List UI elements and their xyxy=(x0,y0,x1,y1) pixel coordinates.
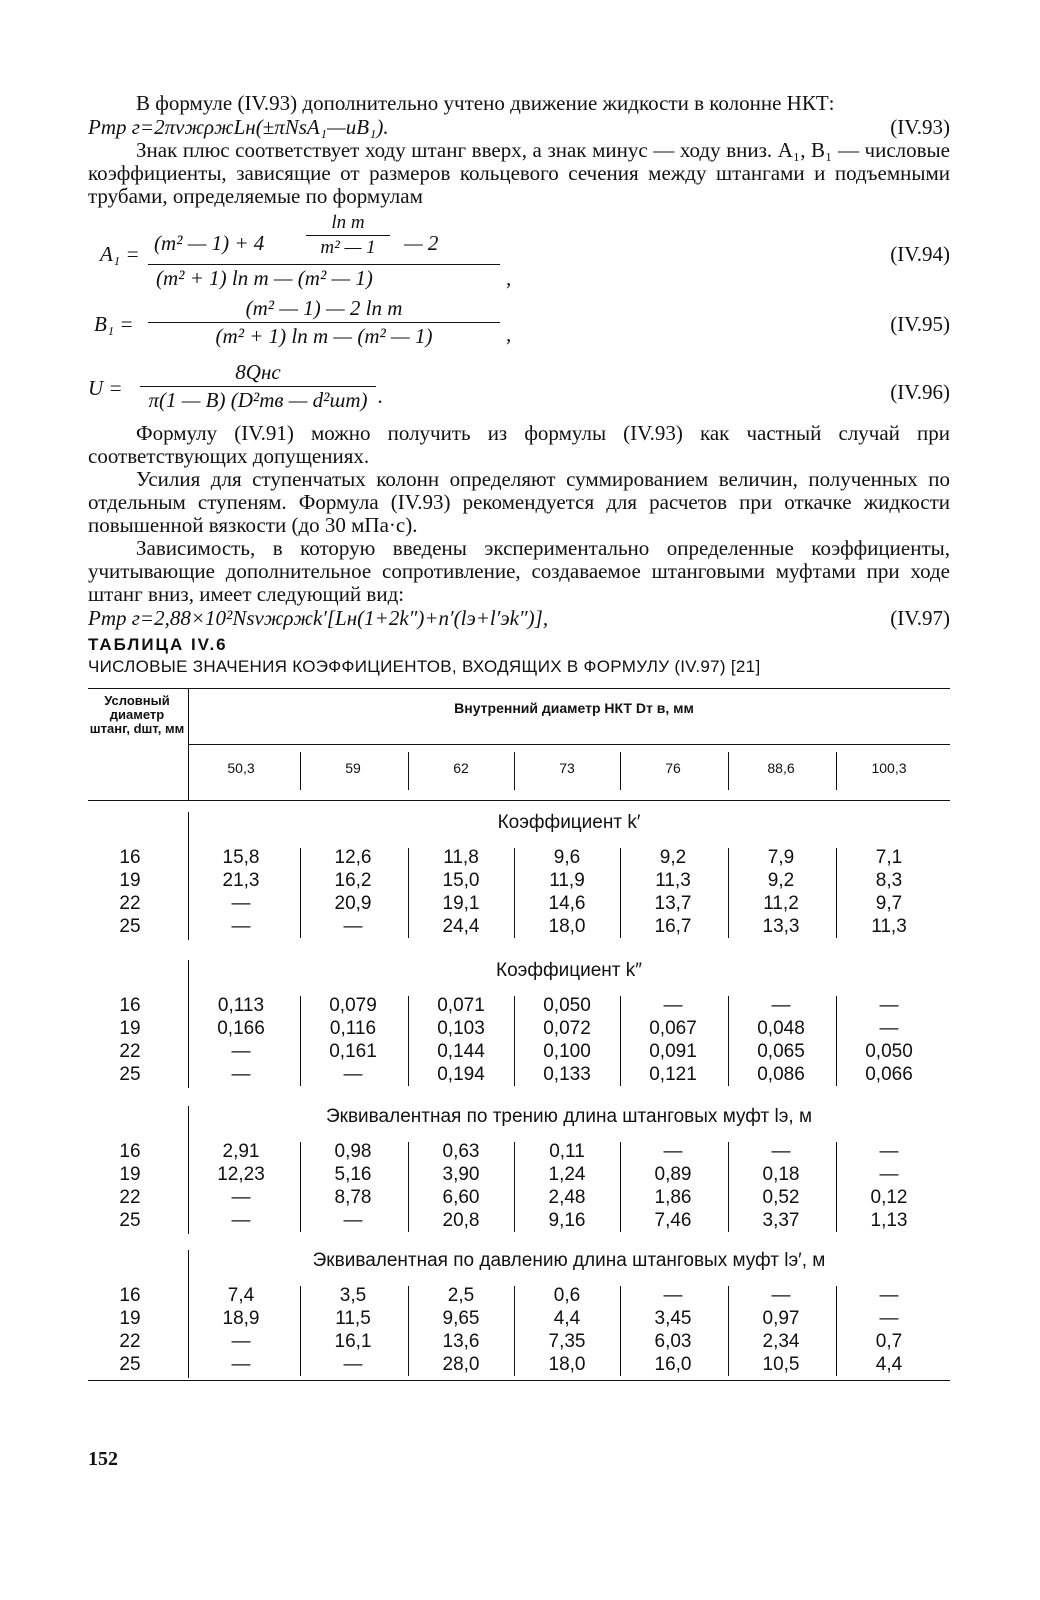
table-cell: 28,0 xyxy=(442,1354,480,1375)
table-column-divider xyxy=(514,848,515,938)
formula-iv96-number: (IV.96) xyxy=(890,380,950,404)
table-column-divider xyxy=(836,1286,837,1376)
table-cell: 18,9 xyxy=(222,1308,260,1329)
table-cell: — xyxy=(343,916,363,937)
table-cell: 2,91 xyxy=(222,1141,260,1162)
table-cell: — xyxy=(663,995,683,1016)
table-cell: 0,161 xyxy=(329,1041,377,1062)
table-cell: 6,60 xyxy=(442,1187,480,1208)
table-cell: — xyxy=(879,1285,899,1306)
table-cell: — xyxy=(231,916,251,937)
table-cell: 8,78 xyxy=(334,1187,372,1208)
table-cell: 6,03 xyxy=(654,1331,692,1352)
table-cell: — xyxy=(231,1064,251,1085)
table-cell: 11,3 xyxy=(871,916,907,937)
table-cell: 9,6 xyxy=(553,847,581,868)
table-cell: 1,86 xyxy=(654,1187,692,1208)
dependence-paragraph: Зависимость, в которую введены экспериментально определенные коэффициенты, учитывающие дополнительное сопротивление, создаваемое штанговыми муфтами при ходе штанг вниз, имеет следующий вид: xyxy=(88,536,950,606)
table-cell: 0,067 xyxy=(649,1018,697,1039)
page-number: 152 xyxy=(88,1448,118,1470)
table-column-divider xyxy=(408,1142,409,1232)
table-cell: 19,1 xyxy=(442,893,480,914)
table-cell: 2,48 xyxy=(548,1187,586,1208)
table-cell: 16,1 xyxy=(334,1331,372,1352)
table-section-title: Эквивалентная по давлению длина штанговых муфт lэ′, м xyxy=(312,1250,826,1271)
table-value-column xyxy=(300,1140,406,1232)
table-left-header: Условный диаметр штанг, dшт, мм xyxy=(89,693,185,736)
table-cell: — xyxy=(343,1064,363,1085)
table-diameter-column xyxy=(88,994,172,1086)
table-cell: 0,066 xyxy=(865,1064,913,1085)
table-value-column xyxy=(188,994,294,1086)
table-cell: 21,3 xyxy=(222,870,260,891)
table-cell: 0,113 xyxy=(217,995,265,1016)
table-cell: 16,2 xyxy=(334,870,372,891)
formula-iv94-inner-top: ln m xyxy=(306,212,390,236)
table-diameter-value: 22 xyxy=(119,1187,141,1208)
table-cell: — xyxy=(771,1285,791,1306)
table-value-column xyxy=(408,994,514,1086)
table-column-divider xyxy=(728,1286,729,1376)
formula-iv95 xyxy=(88,296,950,350)
table-main-header: Внутренний диаметр НКТ Dт в, мм xyxy=(454,700,694,716)
table-bottom-rule xyxy=(88,1380,950,1381)
table-cell: 0,116 xyxy=(329,1018,377,1039)
table-title: ЧИСЛОВЫЕ ЗНАЧЕНИЯ КОЭФФИЦИЕНТОВ, ВХОДЯЩИХ В ФОРМУЛУ (IV.97) [21] xyxy=(88,657,761,676)
table-value-column xyxy=(836,846,942,938)
table-column-divider xyxy=(620,848,621,938)
table-value-column xyxy=(514,846,620,938)
table-column-divider xyxy=(408,1286,409,1376)
table-column-divider xyxy=(300,1286,301,1376)
table-column-divider xyxy=(836,996,837,1086)
table-value-column xyxy=(728,846,834,938)
table-cell: 0,065 xyxy=(757,1041,805,1062)
table-cell: 0,079 xyxy=(329,995,377,1016)
table-cell: 18,0 xyxy=(548,1354,586,1375)
formula-iv94-number: (IV.94) xyxy=(890,242,950,266)
table-column-header: 59 xyxy=(345,760,361,776)
table-diameter-column xyxy=(88,1284,172,1376)
table-cell: — xyxy=(231,1187,251,1208)
table-diameter-value: 19 xyxy=(119,1018,141,1039)
formula-iv94-denominator: (m² + 1) ln m — (m² — 1) xyxy=(156,266,373,290)
table-cell: 11,9 xyxy=(549,870,585,891)
formula-iv93-number: (IV.93) xyxy=(890,115,950,139)
table-value-column xyxy=(408,846,514,938)
table-cell: 0,12 xyxy=(870,1187,908,1208)
table-column-divider xyxy=(300,996,301,1086)
formula-iv95-top: (m² — 1) — 2 ln m xyxy=(148,296,500,323)
table-cell: 18,0 xyxy=(548,916,586,937)
table-diameter-value: 22 xyxy=(119,893,141,914)
table-cell: 0,18 xyxy=(762,1164,800,1185)
table-row-divider xyxy=(188,1250,189,1378)
table-cell: 0,11 xyxy=(549,1141,585,1162)
table-value-column xyxy=(300,1284,406,1376)
table-column-header: 73 xyxy=(559,760,575,776)
table-cell: 3,45 xyxy=(654,1308,692,1329)
table-value-column xyxy=(408,1284,514,1376)
table-value-column xyxy=(836,994,942,1086)
table-column-divider xyxy=(514,1142,515,1232)
table-cell: 0,121 xyxy=(649,1064,697,1085)
table-cell: 7,1 xyxy=(875,847,903,868)
table-label: ТАБЛИЦА IV.6 xyxy=(88,635,228,654)
table-cell: — xyxy=(231,1354,251,1375)
formula-iv97-number: (IV.97) xyxy=(890,606,950,630)
table-cell: 0,63 xyxy=(442,1141,480,1162)
table-cell: 4,4 xyxy=(553,1308,581,1329)
table-cell: 10,5 xyxy=(762,1354,800,1375)
table-row-divider xyxy=(188,1106,189,1234)
formula-iv96-top: 8Qнс xyxy=(140,360,376,387)
table-cell: 11,8 xyxy=(443,847,479,868)
table-column-divider xyxy=(408,848,409,938)
table-column-divider xyxy=(728,752,729,790)
table-column-divider xyxy=(620,752,621,790)
table-diameter-value: 16 xyxy=(119,1141,141,1162)
table-header-bottom-rule xyxy=(88,800,950,801)
table-cell: 0,050 xyxy=(543,995,591,1016)
table-value-column xyxy=(188,1284,294,1376)
table-cell: 11,3 xyxy=(655,870,691,891)
table-value-column xyxy=(514,1140,620,1232)
table-row-divider xyxy=(188,812,189,940)
table-diameter-value: 19 xyxy=(119,1164,141,1185)
formula-iv96 xyxy=(88,354,950,416)
table-cell: 12,23 xyxy=(217,1164,265,1185)
formula-iv96-fraction xyxy=(140,360,376,413)
table-cell: 9,2 xyxy=(659,847,687,868)
table-cell: 9,65 xyxy=(442,1308,480,1329)
table-cell: — xyxy=(231,1331,251,1352)
table-cell: 9,2 xyxy=(767,870,795,891)
formula-iv95-fraction xyxy=(148,296,500,349)
table-column-divider xyxy=(836,1142,837,1232)
table-cell: — xyxy=(879,1018,899,1039)
table-cell: 0,89 xyxy=(654,1164,692,1185)
table-cell: 11,2 xyxy=(763,893,799,914)
table-column-divider xyxy=(728,996,729,1086)
formula-iv95-lhs: B₁ = xyxy=(94,312,134,336)
table-value-column xyxy=(728,1140,834,1232)
table-section-title: Коэффициент k″ xyxy=(496,960,642,981)
table-column-divider xyxy=(620,1286,621,1376)
table-cell: 15,8 xyxy=(222,847,260,868)
table-cell: — xyxy=(663,1141,683,1162)
table-diameter-value: 19 xyxy=(119,870,141,891)
table-top-rule xyxy=(88,688,950,689)
table-cell: 13,7 xyxy=(654,893,692,914)
table-cell: 20,9 xyxy=(334,893,372,914)
table-cell: 7,9 xyxy=(767,847,795,868)
formula-iv96-tail: . xyxy=(378,384,384,408)
table-header-mid-rule xyxy=(188,744,950,745)
table-cell: 0,050 xyxy=(865,1041,913,1062)
table-cell: 0,6 xyxy=(553,1285,581,1306)
table-value-column xyxy=(620,994,726,1086)
table-cell: 0,7 xyxy=(875,1331,903,1352)
table-cell: 14,6 xyxy=(548,893,586,914)
table-column-header: 100,3 xyxy=(871,760,907,776)
table-cell: 16,7 xyxy=(654,916,692,937)
formula-iv93-text: Pтр г=2πνжρжLн(±πNsA₁—uB₁). xyxy=(88,115,389,139)
table-value-column xyxy=(836,1140,942,1232)
table-value-column xyxy=(620,1140,726,1232)
table-cell: 4,4 xyxy=(875,1354,903,1375)
coefficients-paragraph: Знак плюс соответствует ходу штанг вверх, а знак минус — ходу вниз. A₁, B₁ — числовые коэффициенты, зависящие от размеров кольцевого сечения между штангами и подъемными трубами, определяемые по формулам xyxy=(88,138,950,208)
table-cell: 0,166 xyxy=(217,1018,265,1039)
table-cell: 0,072 xyxy=(543,1018,591,1039)
table-column-divider xyxy=(300,752,301,790)
table-cell: 11,5 xyxy=(335,1308,371,1329)
table-column-divider xyxy=(836,752,837,790)
table-cell: 12,6 xyxy=(334,847,372,868)
table-cell: 0,52 xyxy=(762,1187,800,1208)
table-cell: — xyxy=(231,1041,251,1062)
table-value-column xyxy=(728,994,834,1086)
table-column-divider xyxy=(514,996,515,1086)
formula-iv94-inner-bottom: m² — 1 xyxy=(320,237,376,258)
formula-iv94 xyxy=(88,214,950,292)
table-column-header: 88,6 xyxy=(767,760,795,776)
formula-iv94-inner-fraction xyxy=(306,212,390,259)
table-cell: 0,103 xyxy=(437,1018,485,1039)
table-column-divider xyxy=(728,1142,729,1232)
table-diameter-value: 22 xyxy=(119,1331,141,1352)
table-diameter-value: 16 xyxy=(119,1285,141,1306)
table-column-divider xyxy=(620,1142,621,1232)
formula-iv93 xyxy=(88,115,950,139)
table-cell: 0,071 xyxy=(437,995,485,1016)
table-value-column xyxy=(728,1284,834,1376)
table-cell: — xyxy=(771,1141,791,1162)
table-diameter-value: 16 xyxy=(119,995,141,1016)
table-cell: — xyxy=(879,1141,899,1162)
table-cell: 13,3 xyxy=(762,916,800,937)
table-diameter-column xyxy=(88,846,172,938)
formula-iv97 xyxy=(88,606,950,630)
table-cell: — xyxy=(231,893,251,914)
coefficients-table xyxy=(88,688,950,1382)
table-value-column xyxy=(514,1284,620,1376)
table-column-divider xyxy=(300,848,301,938)
intro-paragraph: В формуле (IV.93) дополнительно учтено движение жидкости в колонне НКТ: xyxy=(136,91,835,115)
table-cell: — xyxy=(771,995,791,1016)
formula-iv94-lhs: A₁ = xyxy=(100,242,140,266)
formula-iv95-tail: , xyxy=(506,322,512,346)
table-cell: 3,90 xyxy=(442,1164,480,1185)
table-cell: 7,35 xyxy=(548,1331,586,1352)
table-cell: — xyxy=(879,1164,899,1185)
table-cell: 24,4 xyxy=(442,916,480,937)
table-cell: 2,5 xyxy=(447,1285,475,1306)
table-cell: 8,3 xyxy=(875,870,903,891)
formula-iv94-num-left: (m² — 1) + 4 xyxy=(154,231,265,255)
table-diameter-column xyxy=(88,1140,172,1232)
table-value-column xyxy=(620,1284,726,1376)
table-cell: 0,98 xyxy=(334,1141,372,1162)
table-cell: 7,46 xyxy=(654,1210,692,1231)
stepped-columns-paragraph: Усилия для ступенчатых колонн определяют суммированием величин, полученных по отдельным ступеням. Формула (IV.93) рекомендуется для расчетов при откачке жидкости повышенной вязкости (до 30 мПа·с). xyxy=(88,467,950,537)
formula-iv96-lhs: U = xyxy=(88,376,123,400)
table-row-divider xyxy=(188,960,189,1088)
table-value-column xyxy=(300,994,406,1086)
table-cell: 0,048 xyxy=(757,1018,805,1039)
table-cell: — xyxy=(343,1354,363,1375)
table-column-header: 76 xyxy=(665,760,681,776)
table-cell: 1,13 xyxy=(870,1210,908,1231)
table-column-divider xyxy=(836,848,837,938)
table-cell: 0,194 xyxy=(437,1064,485,1085)
table-value-column xyxy=(188,846,294,938)
table-diameter-value: 25 xyxy=(119,1064,141,1085)
table-column-divider xyxy=(514,752,515,790)
table-cell: 0,100 xyxy=(543,1041,591,1062)
formula-iv96-bottom: π(1 — B) (D²тв — d²шт) xyxy=(148,388,368,412)
table-column-divider xyxy=(408,752,409,790)
table-cell: 3,5 xyxy=(339,1285,367,1306)
table-cell: — xyxy=(879,995,899,1016)
table-value-column xyxy=(188,1140,294,1232)
table-cell: 2,34 xyxy=(762,1331,800,1352)
table-diameter-value: 25 xyxy=(119,1210,141,1231)
table-column-divider xyxy=(514,1286,515,1376)
formula-iv97-text: Pтр г=2,88×10²Nsνжρжk′[Lн(1+2k″)+n′(lэ+l′эk″)], xyxy=(88,606,549,630)
table-cell: — xyxy=(879,1308,899,1329)
table-cell: 1,24 xyxy=(548,1164,586,1185)
table-value-column xyxy=(620,846,726,938)
table-cell: 0,091 xyxy=(649,1041,697,1062)
table-cell: 0,086 xyxy=(757,1064,805,1085)
table-diameter-value: 19 xyxy=(119,1308,141,1329)
derivation-paragraph: Формулу (IV.91) можно получить из формулы (IV.93) как частный случай при соответствующих допущениях. xyxy=(88,421,950,468)
table-section-title: Эквивалентная по трению длина штанговых муфт lэ, м xyxy=(325,1106,813,1127)
table-diameter-value: 25 xyxy=(119,1354,141,1375)
table-column-divider xyxy=(408,996,409,1086)
table-cell: 20,8 xyxy=(442,1210,480,1231)
table-value-column xyxy=(836,1284,942,1376)
formula-iv94-numerator xyxy=(148,214,500,265)
table-cell: 0,97 xyxy=(762,1308,800,1329)
table-cell: 0,144 xyxy=(437,1041,485,1062)
table-cell: — xyxy=(663,1285,683,1306)
table-diameter-value: 16 xyxy=(119,847,141,868)
table-diameter-value: 25 xyxy=(119,916,141,937)
table-section-title: Коэффициент k′ xyxy=(497,812,641,833)
formula-iv94-num-right: — 2 xyxy=(404,231,439,255)
formula-iv95-bottom: (m² + 1) ln m — (m² — 1) xyxy=(215,324,433,348)
table-column-header: 50,3 xyxy=(227,760,255,776)
table-cell: 7,4 xyxy=(227,1285,255,1306)
formula-iv95-number: (IV.95) xyxy=(890,312,950,336)
formula-iv94-tail: , xyxy=(506,266,512,290)
table-value-column xyxy=(300,846,406,938)
table-diameter-value: 22 xyxy=(119,1041,141,1062)
table-column-divider xyxy=(728,848,729,938)
table-column-divider xyxy=(620,996,621,1086)
table-cell: — xyxy=(231,1210,251,1231)
table-column-divider xyxy=(300,1142,301,1232)
table-cell: 9,7 xyxy=(875,893,903,914)
table-value-column xyxy=(408,1140,514,1232)
table-cell: 13,6 xyxy=(442,1331,480,1352)
table-value-column xyxy=(514,994,620,1086)
table-cell: 0,133 xyxy=(543,1064,591,1085)
table-column-header: 62 xyxy=(453,760,469,776)
table-cell: 5,16 xyxy=(334,1164,372,1185)
table-cell: 15,0 xyxy=(442,870,480,891)
table-cell: 9,16 xyxy=(548,1210,586,1231)
table-cell: 16,0 xyxy=(654,1354,692,1375)
page-content xyxy=(88,92,950,1382)
table-cell: — xyxy=(343,1210,363,1231)
table-cell: 3,37 xyxy=(762,1210,800,1231)
